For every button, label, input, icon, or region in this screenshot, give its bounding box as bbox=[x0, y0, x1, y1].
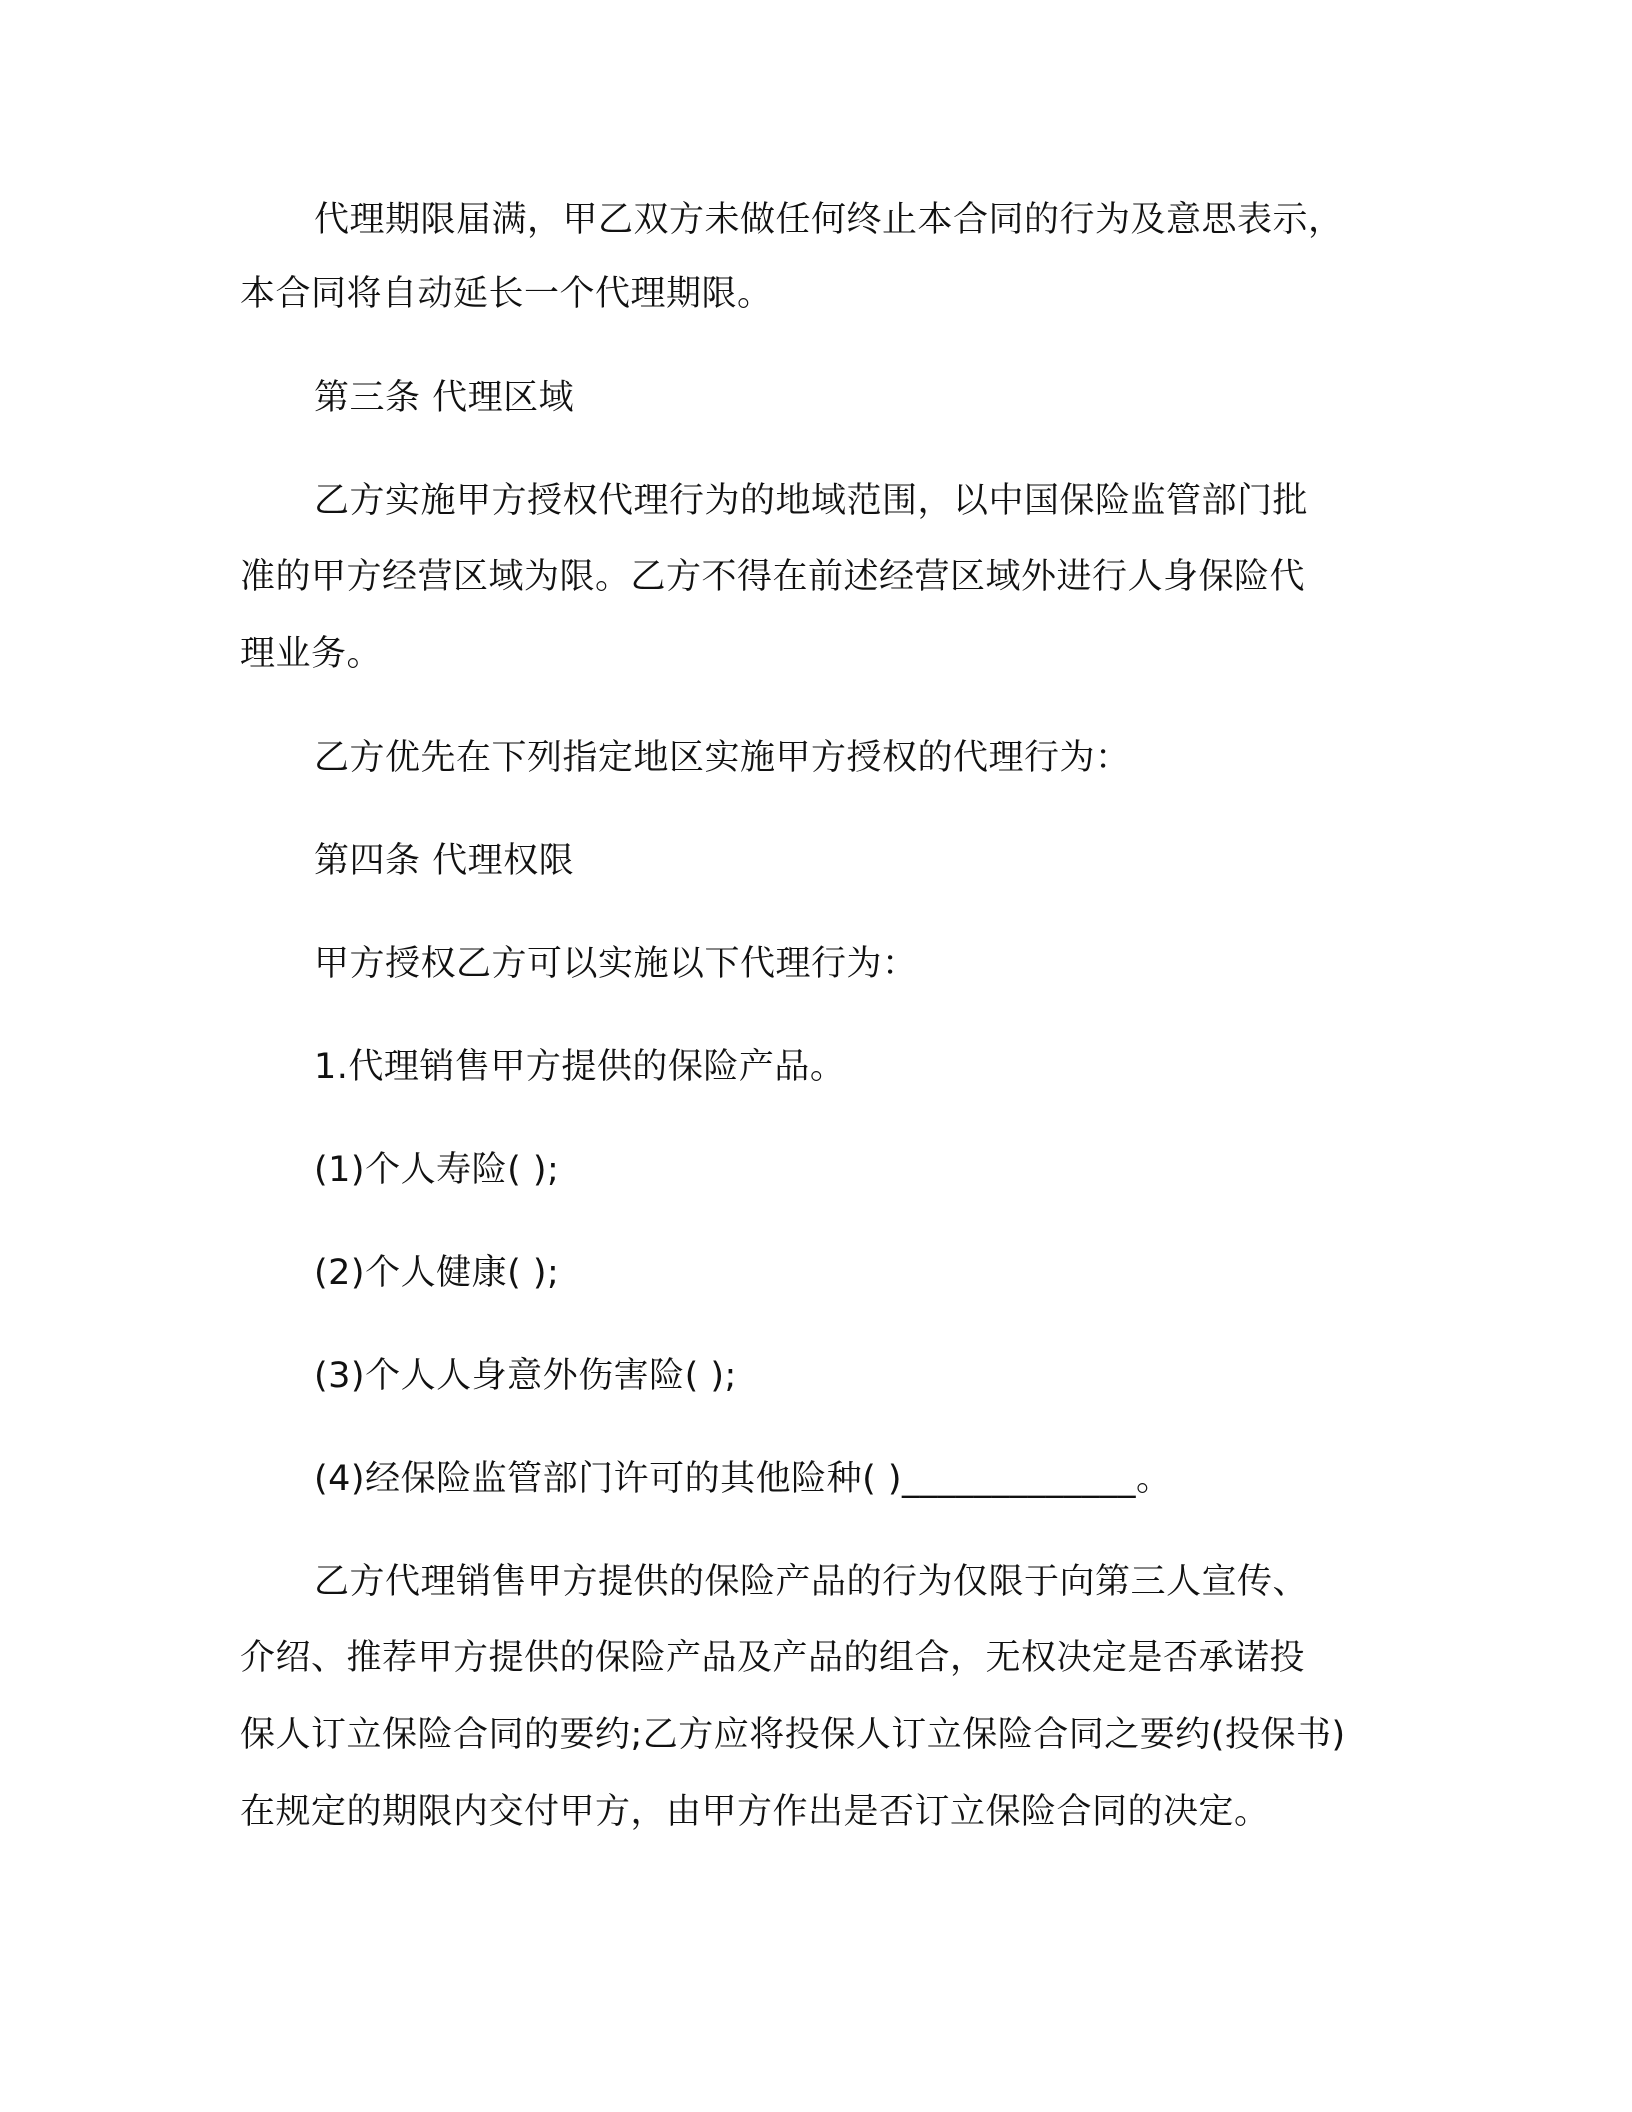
sub-item-2: (2)个人健康( ); bbox=[314, 1253, 560, 1293]
article-4-heading: 第四条 代理权限 bbox=[314, 841, 575, 881]
paragraph-authorization: 甲方授权乙方可以实施以下代理行为： bbox=[314, 944, 918, 984]
paragraph-term-expiry-line-2: 本合同将自动延长一个代理期限。 bbox=[240, 274, 773, 314]
paragraph-term-expiry-line-1: 代理期限届满，甲乙双方未做任何终止本合同的行为及意思表示， bbox=[314, 200, 1344, 240]
sub-item-1: (1)个人寿险( ); bbox=[314, 1150, 560, 1190]
paragraph-sales-scope-line-3: 保人订立保险合同的要约;乙方应将投保人订立保险合同之要约(投保书) bbox=[240, 1715, 1346, 1755]
article-3-heading: 第三条 代理区域 bbox=[314, 378, 575, 418]
paragraph-sales-scope-line-4: 在规定的期限内交付甲方，由甲方作出是否订立保险合同的决定。 bbox=[240, 1792, 1270, 1832]
paragraph-sales-scope-line-1: 乙方代理销售甲方提供的保险产品的行为仅限于向第三人宣传、 bbox=[314, 1562, 1309, 1602]
paragraph-designated-areas: 乙方优先在下列指定地区实施甲方授权的代理行为： bbox=[314, 738, 1131, 778]
paragraph-region-line-2: 准的甲方经营区域为限。乙方不得在前述经营区域外进行人身保险代 bbox=[240, 557, 1306, 597]
paragraph-region-line-1: 乙方实施甲方授权代理行为的地域范围，以中国保险监管部门批 bbox=[314, 481, 1309, 521]
paragraph-region-line-3: 理业务。 bbox=[240, 634, 383, 674]
paragraph-sales-scope-line-2: 介绍、推荐甲方提供的保险产品及产品的组合，无权决定是否承诺投 bbox=[240, 1638, 1306, 1678]
sub-item-4: (4)经保险监管部门许可的其他险种( )_____________。 bbox=[314, 1459, 1172, 1499]
list-item-1: 1.代理销售甲方提供的保险产品。 bbox=[314, 1047, 846, 1087]
sub-item-3: (3)个人人身意外伤害险( ); bbox=[314, 1356, 737, 1396]
